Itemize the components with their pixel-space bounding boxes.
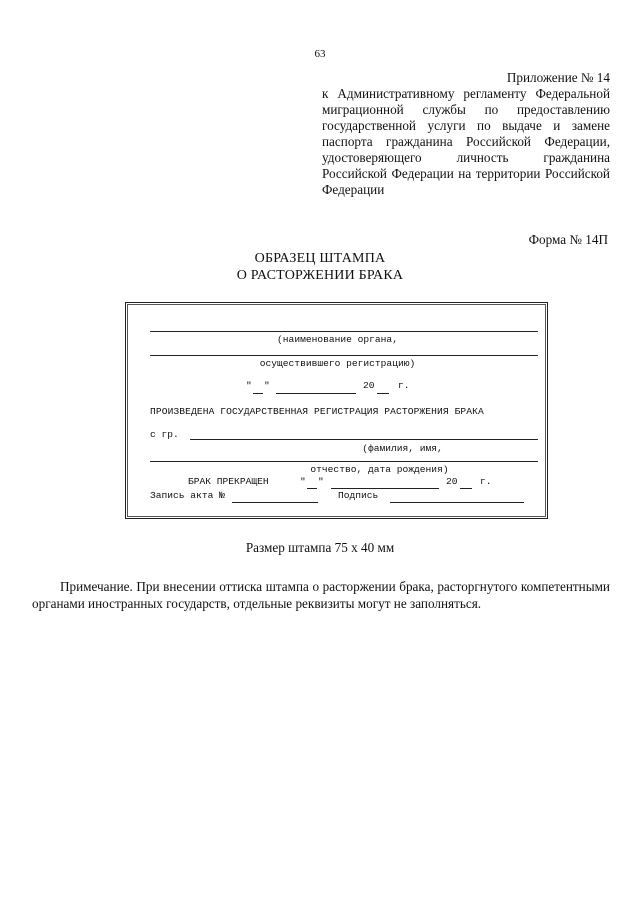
marriage-quote-open: " bbox=[300, 476, 306, 487]
page-number: 63 bbox=[314, 48, 326, 60]
org-reg-line bbox=[150, 355, 538, 356]
citizen-prefix: с гр. bbox=[150, 429, 179, 440]
stamp-size-caption: Размер штампа 75 х 40 мм bbox=[245, 540, 395, 555]
stamp-inner-frame bbox=[127, 304, 546, 517]
appendix-line: к Административному регламенту Федеральной bbox=[322, 86, 610, 101]
appendix-block bbox=[322, 70, 610, 198]
registered-text: ПРОИЗВЕДЕНА ГОСУДАРСТВЕННАЯ РЕГИСТРАЦИЯ РАСТОРЖЕНИЯ БРАКА bbox=[150, 406, 484, 417]
marriage-year-suffix: г. bbox=[480, 476, 492, 487]
date-year-prefix: 20 bbox=[363, 380, 375, 391]
stamp-heading bbox=[0, 250, 640, 284]
marriage-day-line bbox=[307, 488, 317, 489]
heading-line-1: ОБРАЗЕЦ ШТАМПА bbox=[254, 251, 386, 266]
patronymic-hint: отчество, дата рождения) bbox=[310, 464, 449, 475]
marriage-year-line bbox=[460, 488, 472, 489]
appendix-line: Федерации bbox=[322, 182, 385, 197]
signature-label: Подпись bbox=[338, 490, 379, 501]
appendix-line: удостоверяющего личность гражданина bbox=[322, 150, 610, 165]
patronymic-line bbox=[150, 461, 538, 462]
act-record-line bbox=[232, 502, 318, 503]
signature-line bbox=[390, 502, 524, 503]
appendix-line: государственной услуги по выдаче и замене bbox=[322, 118, 610, 133]
act-record-label: Запись акта № bbox=[150, 490, 225, 501]
stamp-frame bbox=[125, 302, 548, 519]
heading-line-2: О РАСТОРЖЕНИИ БРАКА bbox=[236, 268, 404, 283]
date-year-suffix: г. bbox=[398, 380, 410, 391]
date-quote-open: " bbox=[246, 380, 252, 391]
date-month-line bbox=[276, 393, 356, 394]
note-paragraph: Примечание. При внесении оттиска штампа о расторжении брака, расторгнутого компетентными органами иностранных государств, отдельные реквизиты могут не заполняться. bbox=[32, 579, 610, 611]
appendix-title: Приложение № 14 bbox=[506, 70, 610, 85]
marriage-quote-close: " bbox=[318, 476, 324, 487]
appendix-line: миграционной службы по предоставлению bbox=[322, 102, 610, 117]
date-quote-close: " bbox=[264, 380, 270, 391]
marriage-ended-label: БРАК ПРЕКРАЩЕН bbox=[188, 476, 269, 487]
date-day-line bbox=[253, 393, 263, 394]
org-reg-hint: осуществившего регистрацию) bbox=[259, 358, 416, 369]
citizen-name-line bbox=[190, 439, 538, 440]
form-number: Форма № 14П bbox=[528, 232, 608, 247]
org-name-hint: (наименование органа, bbox=[277, 334, 398, 345]
org-name-line bbox=[150, 331, 538, 332]
appendix-line: паспорта гражданина Российской Федерации, bbox=[322, 134, 610, 149]
name-hint: (фамилия, имя, bbox=[362, 443, 443, 454]
marriage-year-prefix: 20 bbox=[446, 476, 458, 487]
marriage-month-line bbox=[331, 488, 439, 489]
date-year-line bbox=[377, 393, 389, 394]
appendix-line: Российской Федерации на территории Российской bbox=[322, 166, 610, 181]
